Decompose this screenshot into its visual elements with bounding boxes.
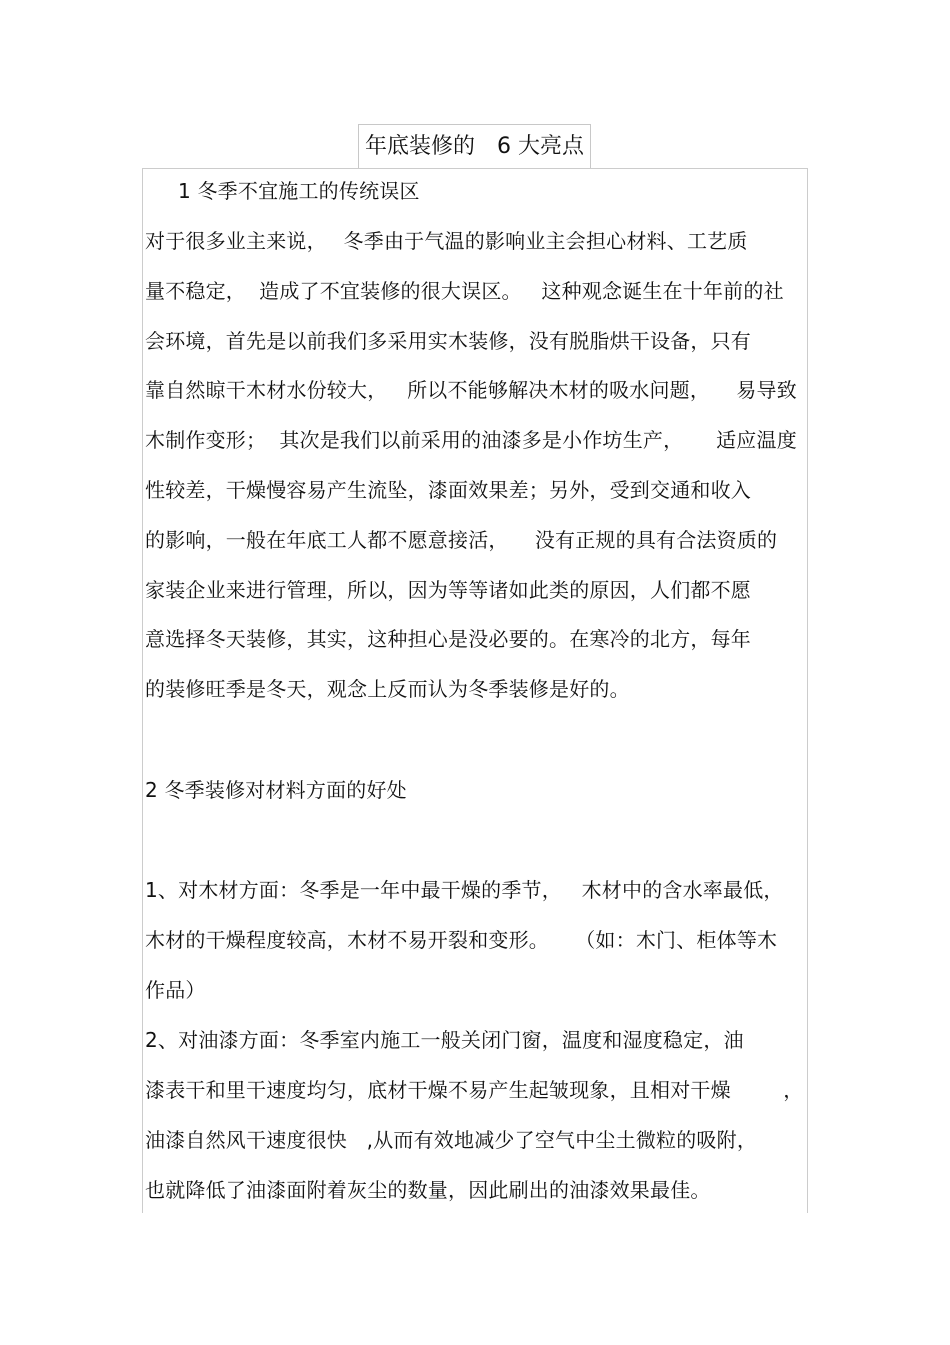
list-item: 1、对木材方面：冬季是一年中最干燥的季节， 木材中的含水率最低， [145,878,784,902]
section-heading: 2 冬季装修对材料方面的好处 [145,778,407,802]
paragraph-line: 对于很多业主来说， 冬季由于气温的影响业主会担心材料、工艺质 [145,229,748,253]
paragraph-line: 木材的干燥程度较高，木材不易开裂和变形。 （如：木门、柜体等木 [145,928,778,952]
paragraph-line: 木制作变形； 其次是我们以前采用的油漆多是小作坊生产， 适应温度 [145,428,797,452]
paragraph-line: 漆表干和里干速度均匀，底材干燥不易产生起皱现象，且相对干燥 ， [145,1078,804,1102]
paragraph-line: 靠自然晾干木材水份较大， 所以不能够解决木材的吸水问题， 易导致 [145,378,797,402]
paragraph-line: 的装修旺季是冬天，观念上反而认为冬季装修是好的。 [145,677,630,701]
paragraph-line: 作品） [145,978,206,1002]
document-title: 年底装修的 6 大亮点 [365,134,584,159]
paragraph-line: 会环境，首先是以前我们多采用实木装修，没有脱脂烘干设备，只有 [145,329,751,353]
paragraph-line: 的影响，一般在年底工人都不愿意接活， 没有正规的具有合法资质的 [145,528,778,552]
list-item: 2、对油漆方面：冬季室内施工一般关闭门窗，温度和湿度稳定，油 [145,1028,744,1052]
paragraph-line: 量不稳定， 造成了不宜装修的很大误区。 这种观念诞生在十年前的社 [145,279,784,303]
paragraph-line: 家装企业来进行管理，所以，因为等等诸如此类的原因，人们都不愿 [145,578,751,602]
paragraph-line: 也就降低了油漆面附着灰尘的数量，因此刷出的油漆效果最佳。 [145,1178,711,1202]
section-heading: 1 冬季不宜施工的传统误区 [178,179,420,203]
paragraph-line: 油漆自然风干速度很快 ,从而有效地减少了空气中尘土微粒的吸附， [145,1128,758,1152]
paragraph-line: 性较差，干燥慢容易产生流坠，漆面效果差；另外，受到交通和收入 [145,478,751,502]
title-box [358,124,591,168]
paragraph-line: 意选择冬天装修，其实，这种担心是没必要的。在寒冷的北方，每年 [145,627,751,651]
